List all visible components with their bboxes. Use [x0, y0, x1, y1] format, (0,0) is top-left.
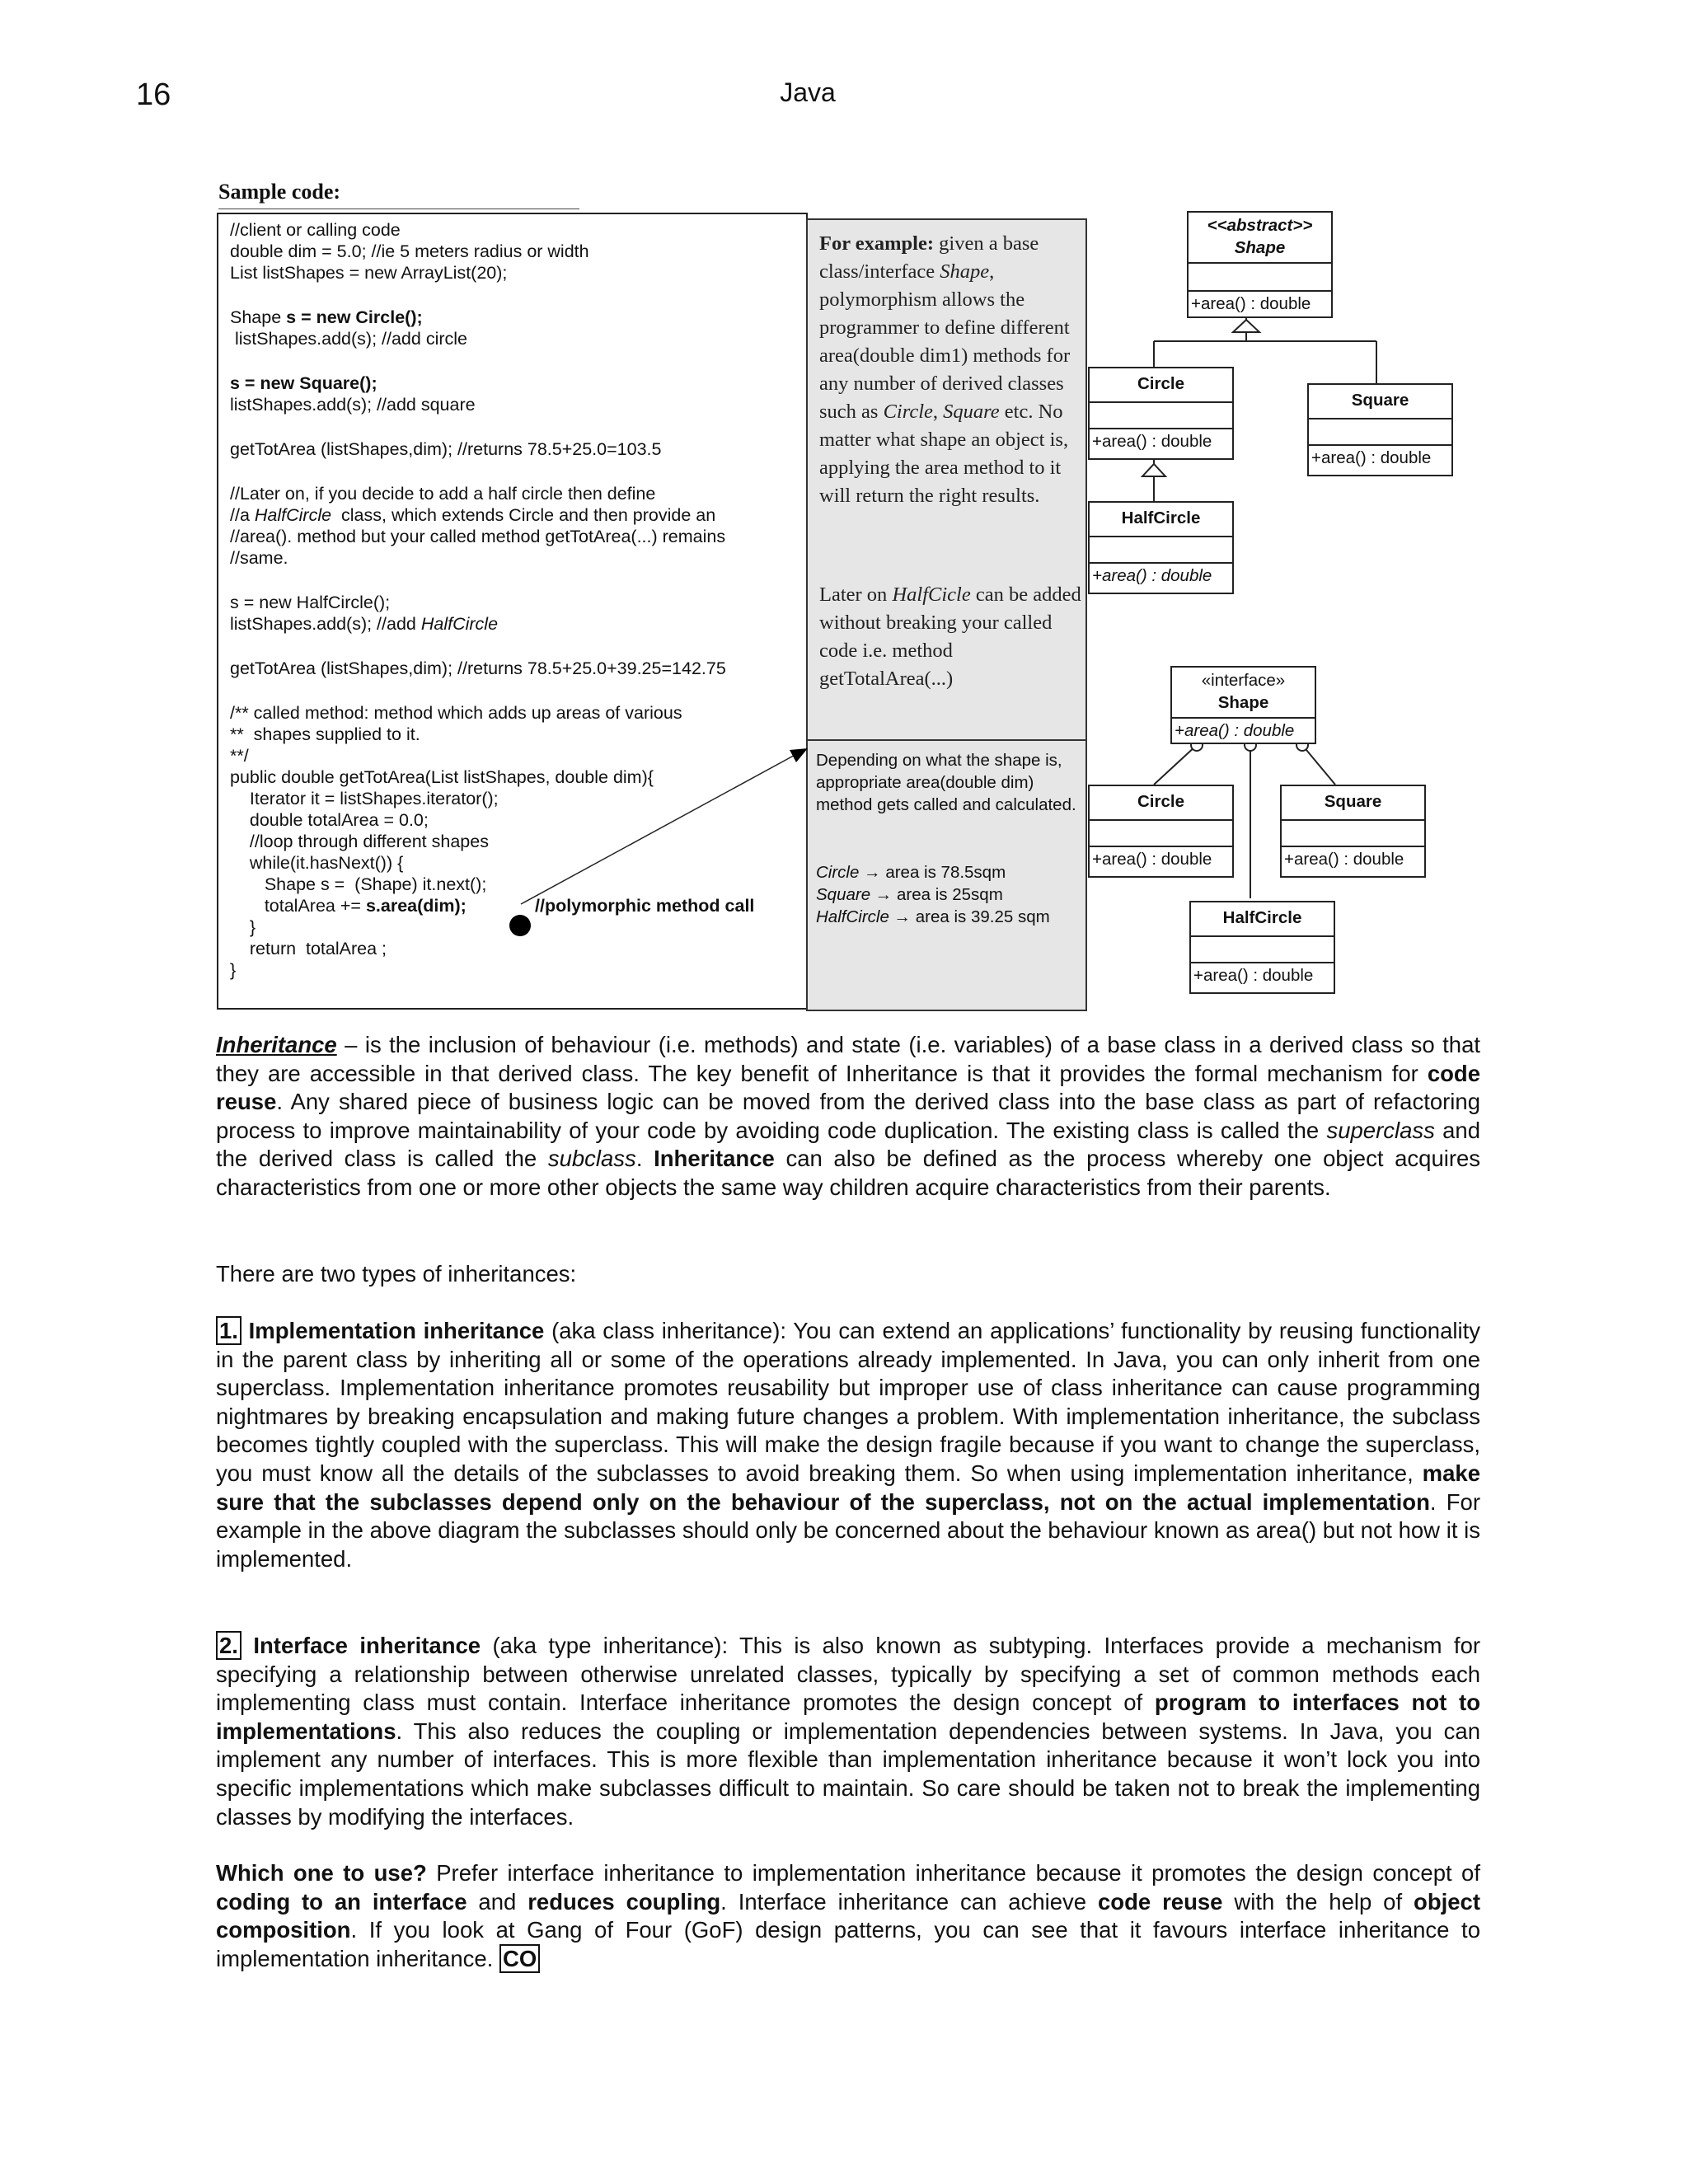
code-line: double totalArea = 0.0; — [230, 810, 429, 830]
co-tag: CO — [499, 1944, 540, 1973]
code-line: getTotArea (listShapes,dim); //returns 78.5+25.0=103.5 — [230, 439, 662, 459]
uml-operation: +area() : double — [1092, 432, 1212, 451]
code-line: double dim = 5.0; //ie 5 meters radius or width — [230, 241, 589, 261]
code-line: } — [230, 917, 256, 937]
uml-class-name: Square — [1282, 786, 1424, 821]
uml-operation: +area() : double — [1092, 566, 1212, 585]
uml-class-name: Circle — [1090, 786, 1232, 821]
area-result: Circle → area is 78.5sqm — [816, 863, 1006, 882]
uml-square-class — [1280, 785, 1426, 878]
page-number: 16 — [136, 77, 171, 112]
uml-operation: +area() : double — [1284, 850, 1404, 869]
explanation-para: Later on HalfCicle can be added without breaking your called code i.e. method getTotalArea(...) — [819, 583, 1081, 690]
explanation-lead: For example: — [819, 232, 935, 255]
uml-operation: +area() : double — [1175, 721, 1295, 740]
code-line: s = new HalfCircle(); — [230, 593, 391, 612]
code-line: totalArea += s.area(dim); — [230, 896, 467, 916]
explanation-para: For example: given a base class/interface Shape, polymorphism allows the programmer to define different area(double dim1) methods for any number of derived classes such as Circle, Square etc. No matter what shape an object is, applying the area method to it will return the right results. — [819, 232, 1071, 507]
polymorphic-call-comment: //polymorphic method call — [535, 896, 755, 916]
area-result: HalfCircle → area is 39.25 sqm — [816, 907, 1050, 926]
code-line: //a HalfCircle class, which extends Circle and then provide an — [230, 505, 716, 525]
area-result: Square → area is 25sqm — [816, 885, 1003, 904]
code-line: //area(). method but your called method getTotArea(...) remains — [230, 527, 726, 546]
code-line: } — [230, 960, 237, 980]
uml-operation: +area() : double — [1092, 850, 1212, 869]
sample-code-label: Sample code: — [218, 180, 341, 204]
explanation-para: Depending on what the shape is, appropriate area(double dim) method gets called and calculated. — [816, 751, 1076, 814]
uml-interface-shape — [1170, 666, 1316, 744]
code-line: /** called method: method which adds up areas of various — [230, 703, 682, 723]
uml-class-name: «interface» Shape — [1172, 668, 1315, 719]
interface-inheritance-paragraph: 2. Interface inheritance (aka type inheritance): This is also known as subtyping. Interfaces provide a mechanism for specifying a relationship between otherwise unrelated classes, typically by specifying a set of common methods each implementing class must contain. Interface inheritance promotes the design concept of program to interfaces not to implementations. This also reduces the coupling or implementation dependencies between systems. In Java, you can implement any number of interfaces. This is more flexible than implementation inheritance because it won’t lock you into specific implementations which make subclasses difficult to maintain. So care should be taken not to break the implementing classes by modifying the interfaces. — [216, 1633, 1481, 1830]
code-line: //client or calling code — [230, 220, 401, 240]
uml-circle-class — [1088, 785, 1234, 878]
types-intro: There are two types of inheritances: — [216, 1261, 577, 1286]
implementation-inheritance-paragraph: 1. Implementation inheritance (aka class inheritance): You can extend an applications’ functionality by reusing functionality in the parent class by inheriting all or some of the operations already implemented. In Java, you can only inherit from one superclass. Implementation inheritance promotes reusability but improper use of class inheritance can cause programming nightmares by breaking encapsulation and making future changes a problem. With implementation inheritance, the subclass becomes tightly coupled with the superclass. This will make the design fragile because if you want to change the superclass, you must know all the details of the subclasses to avoid breaking them. So when using implementation inheritance, make sure that the subclasses depend only on the behaviour of the superclass, not on the actual implementation. For example in the above diagram the subclasses should only be concerned about the behaviour known as area() but not how it is implemented. — [216, 1318, 1481, 1572]
code-line: //same. — [230, 548, 288, 568]
code-line: getTotArea (listShapes,dim); //returns 78.5+25.0+39.25=142.75 — [230, 658, 726, 678]
uml-operation: +area() : double — [1311, 448, 1432, 467]
code-line: **/ — [230, 746, 249, 766]
uml-attributes — [1191, 937, 1334, 963]
code-line: s = new Square(); — [230, 373, 377, 393]
uml-operation: +area() : double — [1191, 294, 1311, 313]
code-line: Shape s = (Shape) it.next(); — [230, 874, 487, 894]
code-line: //loop through different shapes — [230, 832, 489, 851]
running-header: Java — [780, 77, 836, 107]
uml-attributes — [1282, 821, 1424, 847]
code-line: listShapes.add(s); //add HalfCircle — [230, 614, 499, 634]
code-line: Iterator it = listShapes.iterator(); — [230, 789, 499, 808]
code-line: //Later on, if you decide to add a half circle then define — [230, 484, 656, 504]
uml-halfcircle-class — [1189, 901, 1335, 994]
uml-class-name: HalfCircle — [1191, 902, 1334, 937]
code-line: while(it.hasNext()) { — [230, 853, 404, 873]
code-line: public double getTotArea(List listShapes, double dim){ — [230, 767, 654, 787]
inheritance-paragraph: Inheritance – is the inclusion of behaviour (i.e. methods) and state (i.e. variables) of a base class in a derived class so that they are accessible in that derived class. The key benefit of Inheritance is that it provides the formal mechanism for code reuse. Any shared piece of business logic can be moved from the derived class into the base class as part of refactoring process to improve maintainability of your code by avoiding code duplication. The existing class is called the superclass and the derived class is called the subclass. Inheritance can also be defined as the process whereby one object acquires characteristics from one or more other objects the same way children acquire characteristics from their parents. — [216, 1032, 1481, 1200]
list-number: 1. — [216, 1316, 241, 1345]
uml-attributes — [1090, 821, 1232, 847]
uml-interface-connectors — [0, 0, 1688, 1071]
which-one-paragraph: Which one to use? Prefer interface inheritance to implementation inheritance because it promotes the design concept of coding to an interface and reduces coupling. Interface inheritance can achieve code reuse with the help of object composition. If you look at Gang of Four (GoF) design patterns, you can see that it favours interface inheritance to implementation inheritance. CO — [216, 1860, 1481, 1971]
uml-operation: +area() : double — [1193, 966, 1314, 985]
uml-class-name: HalfCircle — [1090, 503, 1232, 537]
uml-class-name: Square — [1309, 385, 1451, 419]
list-number: 2. — [216, 1631, 241, 1660]
code-line: ** shapes supplied to it. — [230, 724, 420, 744]
code-line: Shape s = new Circle(); — [230, 307, 423, 327]
code-line: listShapes.add(s); //add square — [230, 395, 476, 415]
code-line: List listShapes = new ArrayList(20); — [230, 263, 508, 283]
uml-class-name: Circle — [1090, 368, 1232, 403]
code-line: listShapes.add(s); //add circle — [230, 329, 467, 349]
code-line: return totalArea ; — [230, 939, 387, 958]
uml-class-name: <<abstract>> Shape — [1189, 213, 1331, 264]
